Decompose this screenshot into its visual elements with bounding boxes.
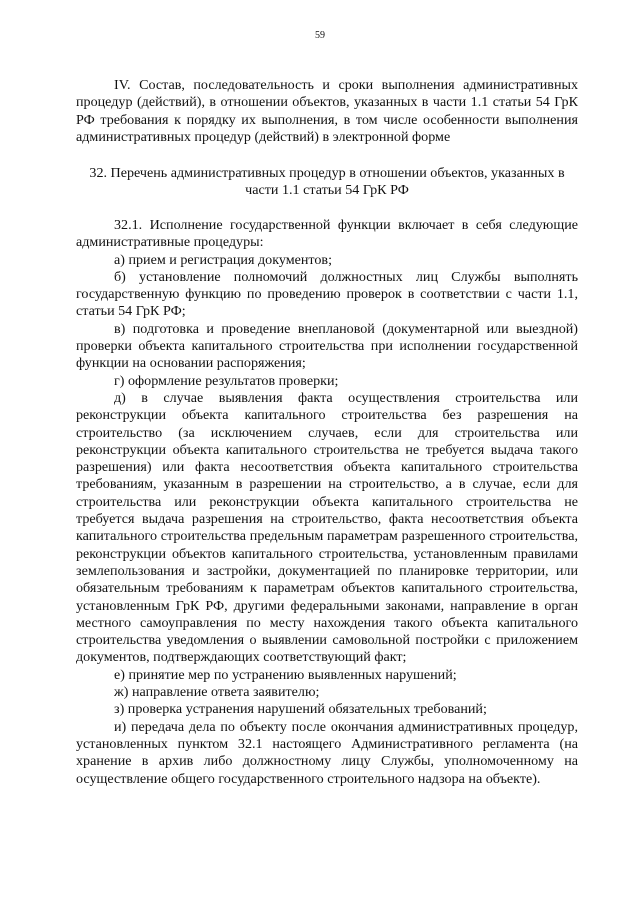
document-body bbox=[76, 217, 578, 788]
section-heading: IV. Состав, последовательность и сроки выполнения административных процедур (действий), в отношении объектов, указанных в части 1.1 статьи 54 ГрК РФ требования к порядку их выполнения, в том числе особенности выполнения административных процедур (действий) в электронной форме bbox=[76, 77, 578, 145]
list-item-zh: ж) направление ответа заявителю; bbox=[114, 684, 320, 701]
list-item-a: а) прием и регистрация документов; bbox=[114, 251, 333, 268]
subsection-heading: 32. Перечень административных процедур в отношении объектов, указанных в части 1.1 статьи 54 ГрК РФ bbox=[89, 165, 565, 199]
list-item-i: и) передача дела по объекту после окончания административных процедур, установленных пунктом 32.1 настоящего Административного регламента (на хранение в архив либо должностному лицу Службы, уполномоченному на осуществление общего государственного строительного надзора на объекте). bbox=[76, 718, 578, 787]
list-item-z: з) проверка устранения нарушений обязательных требований; bbox=[114, 701, 487, 718]
list-item-e: е) принятие мер по устранению выявленных нарушений; bbox=[114, 666, 457, 683]
list-item-b: б) установление полномочий должностных лиц Службы выполнять государственную функцию по проведению проверок в соответствии с части 1.1, статьи 54 ГрК РФ; bbox=[76, 268, 578, 320]
page-number: 59 bbox=[315, 30, 325, 41]
list-item-d: д) в случае выявления факта осуществления строительства или реконструкции объекта капитального строительства без разрешения на строительство (за исключением случаев, если для строительства или реконструкции объекта капитального строительства не требуется выдача такого разрешения) или факта несоответствия объекта капитального строительства требованиям, указанным в разрешении на строительство, а в случае, если для строительства или реконструкции объекта капитального строительства не требуется выдача разрешения на строительство, факта несоответствия объекта капитального строительства предельным параметрам разрешенного строительства, реконструкции объектов капитального строительства, установленным правилами землепользования и застройки, документацией по планировке территории, или обязательным требованиям к параметрам объектов капитального строительства, установленным ГрК РФ, другими федеральными законами, направление в орган местного самоуправления по месту нахождения такого объекта капитального строительства уведомления о выявлении самовольной постройки с приложением документов, подтверждающих соответствующий факт; bbox=[76, 389, 578, 666]
paragraph-32-1: 32.1. Исполнение государственной функции включает в себя следующие административные процедуры: bbox=[76, 217, 578, 251]
list-item-g: г) оформление результатов проверки; bbox=[114, 372, 339, 389]
list-item-v: в) подготовка и проведение внеплановой (документарной или выездной) проверки объекта капитального строительства при исполнении государственной функции на основании распоряжения; bbox=[76, 320, 578, 372]
